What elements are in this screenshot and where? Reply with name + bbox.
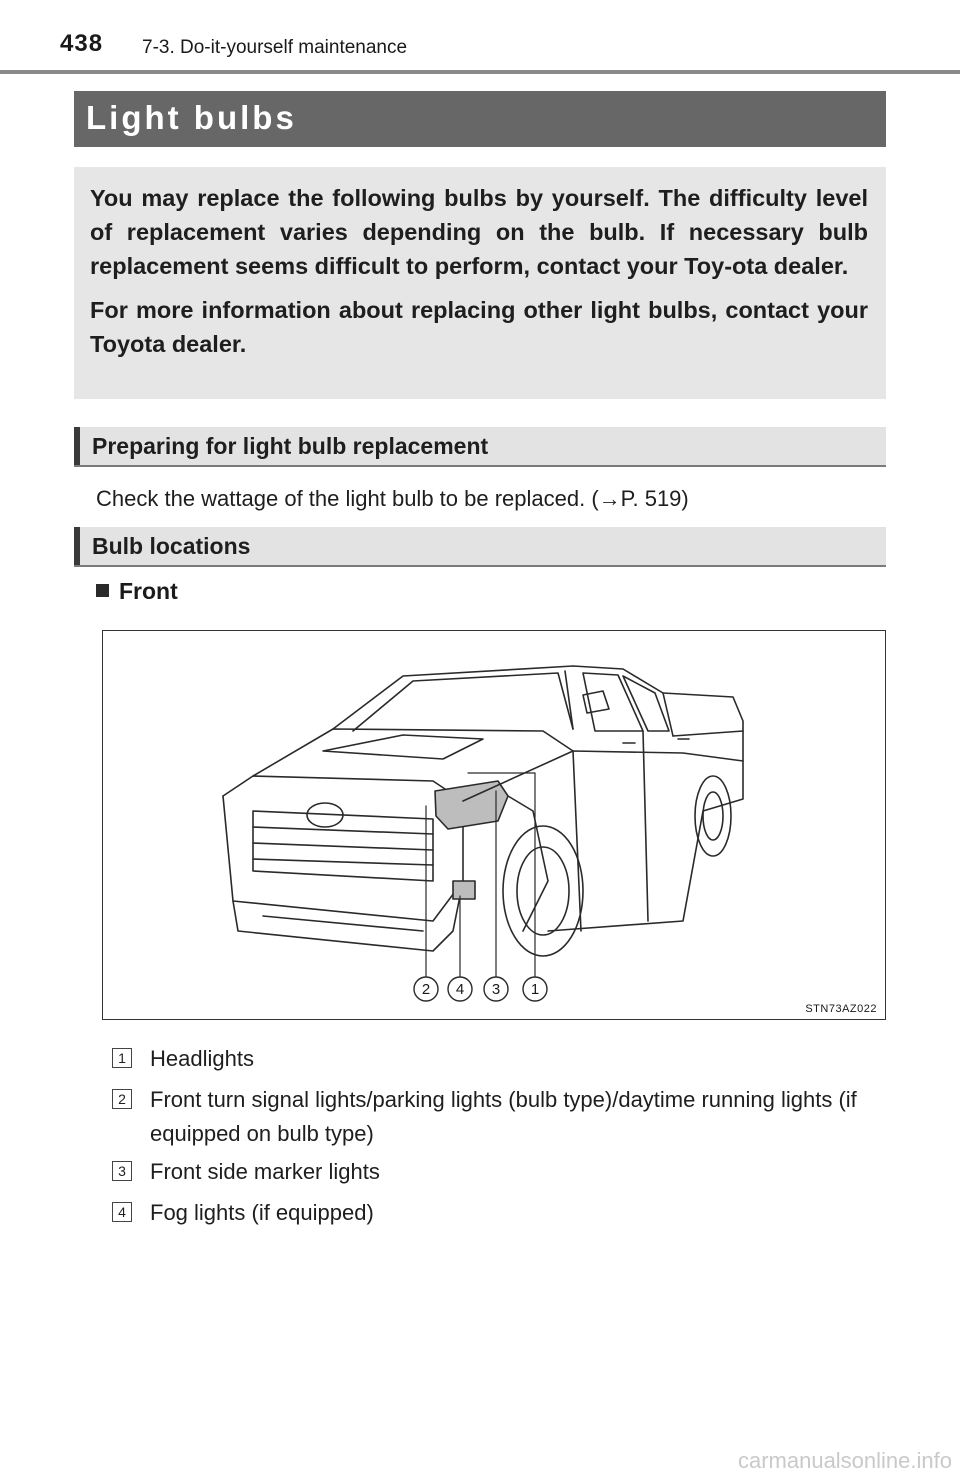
intro-paragraph-2: For more information about replacing other light bulbs, contact your Toyota dealer. — [90, 297, 868, 357]
subheading-accent — [74, 427, 80, 465]
subheading-preparing — [74, 427, 886, 467]
subheading-accent — [74, 527, 80, 565]
wattage-instruction: Check the wattage of the light bulb to be replaced. (→P. 519) — [96, 486, 689, 511]
number-badge-icon: 3 — [112, 1161, 132, 1181]
legend-text: Fog lights (if equipped) — [150, 1200, 374, 1225]
page-title: Light bulbs — [86, 99, 297, 136]
subheading-text: Bulb locations — [92, 533, 251, 559]
number-badge-icon: 1 — [112, 1048, 132, 1068]
truck-illustration — [102, 630, 886, 1020]
truck-drawing — [103, 631, 887, 1021]
section-reference: 7-3. Do-it-yourself maintenance — [142, 37, 408, 58]
legend-text: Headlights — [150, 1046, 254, 1071]
number-badge-icon: 4 — [112, 1202, 132, 1222]
header-divider — [0, 70, 960, 74]
square-bullet-icon — [96, 584, 109, 597]
callout-label: 4 — [455, 981, 465, 998]
title-bar — [74, 91, 886, 147]
subheading-text: Preparing for light bulb replacement — [92, 433, 489, 459]
number-badge-icon: 2 — [112, 1089, 132, 1109]
front-label-text: Front — [119, 578, 178, 604]
figure-code: STN73AZ022 — [805, 1003, 877, 1015]
page-header — [0, 0, 960, 76]
page-number: 438 — [60, 30, 104, 57]
legend-text: Front turn signal lights/parking lights (bulb type)/daytime running lights (if equipped on bulb type) — [150, 1087, 857, 1146]
callout-label: 3 — [491, 981, 501, 998]
callout-label: 1 — [530, 981, 540, 998]
watermark: carmanualsonline.info — [737, 1448, 952, 1473]
subheading-bulb-locations — [74, 527, 886, 567]
front-label — [96, 578, 178, 605]
intro-box — [74, 167, 886, 399]
callout-label: 2 — [421, 981, 431, 998]
legend-text: Front side marker lights — [150, 1159, 380, 1184]
intro-paragraph-1: You may replace the following bulbs by yourself. The difficulty level of replacement varies depending on the bulb. If necessary bulb replacement seems difficult to perform, contact your Toy-ota dealer. — [90, 185, 868, 279]
